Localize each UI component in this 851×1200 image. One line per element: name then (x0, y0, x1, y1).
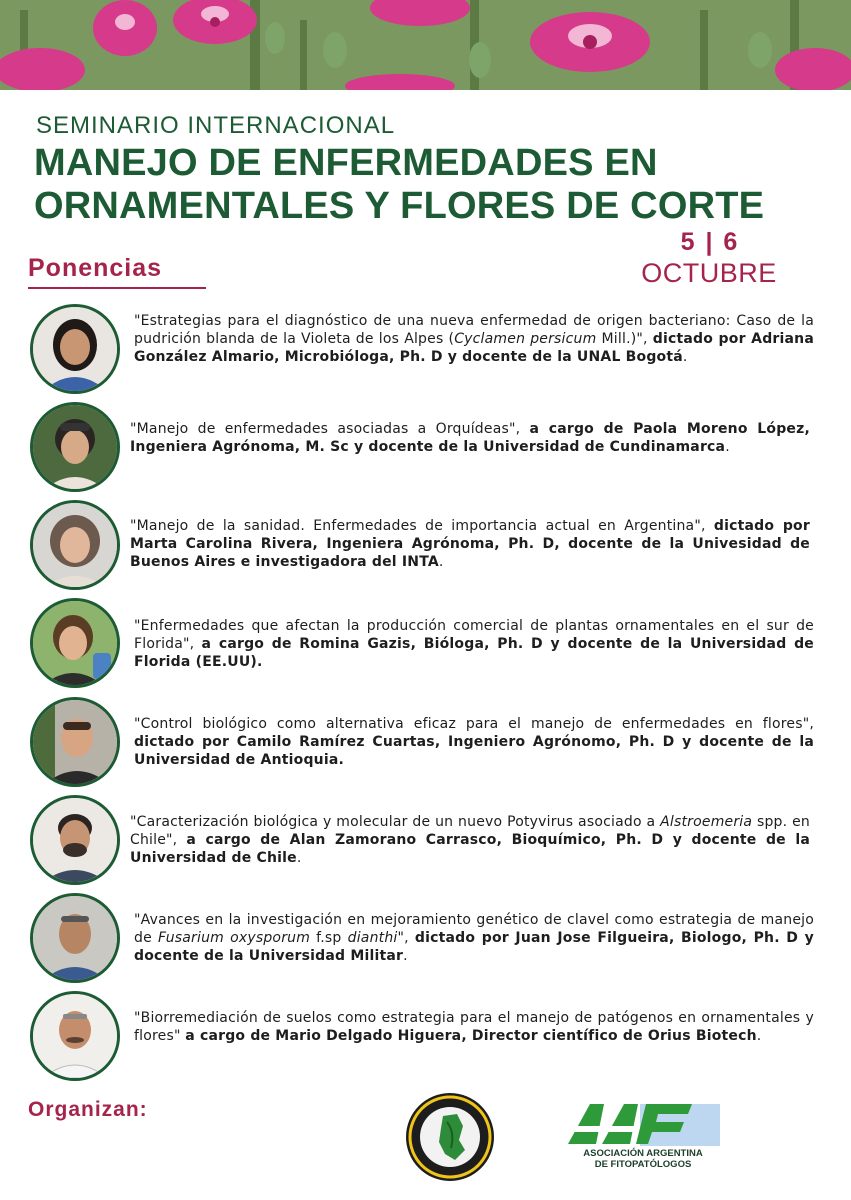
speaker-info: dictado por Adriana González Almario, Microbióloga, Ph. D y docente de la UNAL Bogotá (134, 331, 814, 365)
aaf-name-line-2: DE FITOPATÓLOGOS (594, 1159, 692, 1170)
speaker-avatar (30, 598, 120, 688)
event-month: OCTUBRE (641, 258, 777, 288)
aaf-logo-name (568, 1148, 718, 1170)
speaker-avatar (30, 402, 120, 492)
event-title-line-1: MANEJO DE ENFERMEDADES EN (34, 142, 658, 184)
speaker-avatar (30, 500, 120, 590)
speaker-info: dictado por Camilo Ramírez Cuartas, Ingeniero Agrónomo, Ph. D y docente de la Universidad de Antioquia. (134, 734, 814, 768)
speaker-info: a cargo de Paola Moreno López, Ingeniera Agrónoma, M. Sc y docente de la Universidad de Cundinamarca (130, 421, 810, 455)
aaf-name-line-1: ASOCIACIÓN ARGENTINA (583, 1148, 703, 1159)
talk-title-cont-2: ", (397, 930, 415, 946)
talk-end: . (403, 948, 408, 964)
talk-end: . (682, 349, 688, 365)
talk-end: . (438, 554, 444, 570)
speaker-avatar (30, 893, 120, 983)
speaker-info: a cargo de Mario Delgado Higuera, Director científico de Orius Biotech (185, 1028, 757, 1044)
talk-end: . (756, 1028, 762, 1044)
event-title-line-2: ORNAMENTALES Y FLORES DE CORTE (34, 185, 765, 227)
speaker-avatar (30, 795, 120, 885)
event-title (34, 142, 814, 228)
section-title-ponencias: Ponencias (28, 254, 163, 282)
talk-end: . (725, 439, 730, 455)
talk-title: "Enfermedades que afectan la producción comercial de plantas ornamentales en el sur de Florida", (134, 618, 814, 652)
talk-title-cont: Mill.)", (596, 331, 653, 347)
talk-title: "Biorremediación de suelos como estrategia para el manejo de patógenos en ornamentales y flores" (134, 1010, 814, 1044)
talk-title: "Estrategias para el diagnóstico de una nueva enfermedad de origen bacteriano: Caso de la pudrición blanda de la Violeta de los Alpes ( (134, 313, 814, 347)
talk-scientific-name: Fusarium oxysporum (158, 930, 311, 946)
colombian-phytopathology-logo (405, 1092, 495, 1182)
speaker-info: dictado por Marta Carolina Rivera, Ingeniera Agrónoma, Ph. D, docente de la Univesidad de Buenos Aires e investigadora del INTA (130, 518, 810, 570)
speaker-avatar (30, 304, 120, 394)
speaker-avatar (30, 697, 120, 787)
talk-title: "Caracterización biológica y molecular de un nuevo Potyvirus asociado a (130, 814, 661, 830)
talk-scientific-name-2: dianthi (347, 930, 398, 946)
talk-title: "Manejo de la sanidad. Enfermedades de importancia actual en Argentina", (130, 518, 714, 534)
speaker-avatar (30, 991, 120, 1081)
talk-title: "Control biológico como alternativa eficaz para el manejo de enfermedades en flores", (134, 716, 814, 732)
event-type-label: SEMINARIO INTERNACIONAL (36, 112, 396, 139)
talk-title: "Manejo de enfermedades asociadas a Orquídeas", (130, 421, 530, 437)
talk-scientific-name: Cyclamen persicum (454, 331, 597, 347)
talk-end: . (296, 850, 302, 866)
speaker-info: a cargo de Alan Zamorano Carrasco, Bioquímico, Ph. D y docente de la Universidad de Chile (130, 832, 810, 866)
talk-title-cont: spp. en Chile", (130, 814, 810, 848)
talk-scientific-name: Alstroemeria (660, 814, 753, 830)
speaker-info: a cargo de Romina Gazis, Bióloga, Ph. D y docente de la Universidad de Florida (EE.UU). (134, 636, 814, 670)
organizers-label: Organizan: (28, 1098, 148, 1121)
talk-title: "Avances en la investigación en mejoramiento genético de clavel como estrategia de manejo de (134, 912, 814, 946)
header-banner-image (0, 0, 851, 90)
event-days: 5 | 6 (680, 228, 740, 256)
speaker-info: dictado por Juan Jose Filgueira, Biologo, Ph. D y docente de la Universidad Militar (134, 930, 814, 964)
talk-title-cont: f.sp (310, 930, 348, 946)
section-divider (28, 287, 206, 289)
